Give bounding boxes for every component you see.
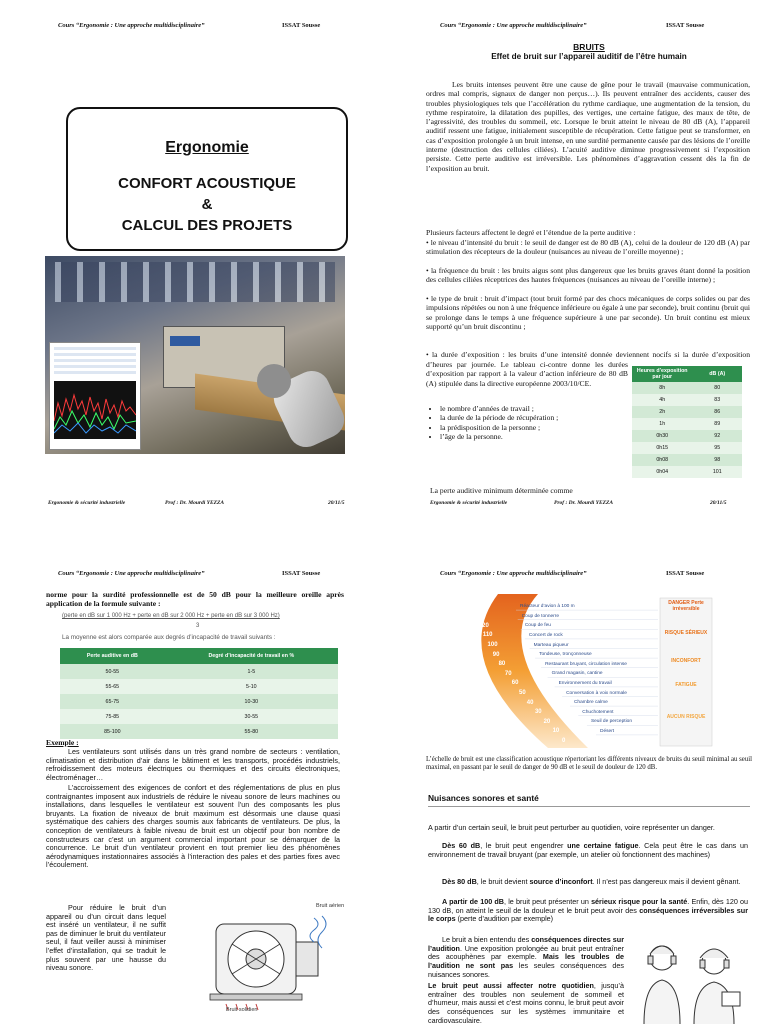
noise-scale-graphic bbox=[428, 590, 728, 750]
health-paragraph-2: Dès 60 dB, le bruit peut engendrer une certaine fatigue. Cela peut être le cas dans un environnement de travail bruyant (par exemple, un atelier où fonctionnent des machines) bbox=[428, 841, 748, 859]
scale-db-value: 20 bbox=[543, 718, 551, 725]
table-row: 65-75 10-30 bbox=[60, 694, 338, 709]
table-row: 85-100 55-80 bbox=[60, 724, 338, 739]
label-structure-noise: Bruit solidien bbox=[226, 1007, 258, 1013]
table-row: 2h 86 bbox=[632, 406, 742, 418]
formula-numerator: (perte en dB sur 1 000 Hz + perte en dB sur 2 000 Hz + perte en dB sur 3 000 Hz) bbox=[62, 613, 280, 619]
bullet-intensity: • le niveau d’intensité du bruit : le seuil de danger est de 80 dB (A), celui de la douleur de 120 dB (A) par stimulation des récepteurs de la douleur (nuisances au niveau de l’oreille moyenne) ; bbox=[426, 238, 750, 257]
bullet-frequency: • la fréquence du bruit : les bruits aigus sont plus dangereux que les bruits graves étant donné la position des cellules ciliées réceptrices des hautes fréquences (nuisances au niveau de l’oreille interne) ; bbox=[426, 266, 750, 285]
scale-db-value: 50 bbox=[519, 690, 526, 696]
noise-scale-figure bbox=[428, 590, 728, 750]
sub-bullet-item: • le nombre d’années de travail ; bbox=[440, 404, 650, 413]
section-heading: BRUITS bbox=[573, 42, 605, 52]
scale-source-label: Seuil de perception bbox=[590, 719, 633, 725]
table-row: 4h 83 bbox=[632, 394, 742, 406]
scale-db-value: 120 bbox=[478, 622, 489, 629]
scale-db-value: 130 bbox=[475, 613, 486, 620]
scale-source-label: Réacteur d’avion à 100 m bbox=[520, 604, 575, 610]
bullet-duration-line1 bbox=[426, 350, 750, 360]
scale-risk-zone: DANGER Perte irréversible bbox=[668, 600, 704, 612]
table-row: 75-85 30-55 bbox=[60, 709, 338, 724]
table-row: 8h 80 bbox=[632, 382, 742, 394]
page-header-course: Cours “Ergonomie : Une approche multidisciplinaire” bbox=[440, 22, 587, 29]
page-header-school: ISSAT Sousse bbox=[282, 570, 321, 577]
table-header: Perte auditive en dB bbox=[60, 648, 165, 664]
closing-line: La perte auditive minimum déterminée comme bbox=[430, 486, 573, 495]
scale-db-value: 60 bbox=[511, 680, 519, 687]
scale-source-label: Marteau piqueur bbox=[533, 642, 569, 648]
formula-divisor: 3 bbox=[196, 623, 200, 629]
fan-illustration bbox=[196, 904, 346, 1014]
scale-db-value: Db bbox=[472, 594, 480, 600]
scale-source-label: Chambre calme bbox=[573, 700, 608, 706]
doc-title: Ergonomie bbox=[165, 139, 249, 156]
page-2 bbox=[384, 0, 768, 512]
title-box bbox=[66, 107, 348, 251]
table-row: 55-65 5-10 bbox=[60, 679, 338, 694]
table-header: Heures d’exposition par jour bbox=[632, 366, 693, 382]
health-paragraph-6: Le bruit peut aussi affecter notre quotidien, jusqu’à entraîner des troubles non seulement de sommeil et d’humeur, mais aussi et c’est moins connu, le bruit peut avoir des conséquences sur les systèmes immunitaire et cardiovasculaire. bbox=[428, 981, 624, 1024]
scale-source-label: Coup de feu bbox=[524, 623, 551, 629]
table-row: 0h04 101 bbox=[632, 466, 742, 478]
incapacity-table bbox=[60, 648, 338, 739]
bullet-duration: • la durée d’exposition : les bruits d’une intensité donnée deviennent nocifs si la durée d’exposition bbox=[426, 350, 750, 359]
page-1 bbox=[0, 0, 384, 512]
table-row: 0h30 92 bbox=[632, 430, 742, 442]
scale-risk-zone: FATIGUE bbox=[675, 682, 697, 688]
scale-source-label: Conversation à voix normale bbox=[566, 690, 627, 696]
scale-db-value: 30 bbox=[534, 709, 542, 716]
scale-db-value: 140 bbox=[473, 603, 484, 610]
section-subheading: Effet de bruit sur l’appareil auditif de l’être humain bbox=[491, 52, 687, 61]
scale-db-value: 10 bbox=[552, 728, 560, 735]
table-row: 50-55 1-5 bbox=[60, 664, 338, 679]
scale-source-label: Restaurant bruyant, circulation intense bbox=[545, 661, 627, 667]
section-title: Nuisances sonores et santé bbox=[428, 793, 539, 803]
norm-intro: norme pour la surdité professionnelle est de 50 dB pour la meilleure oreille après application de la formule suivante : bbox=[46, 590, 344, 609]
doc-subtitle-amp: & bbox=[201, 196, 213, 213]
table-row: 0h15 95 bbox=[632, 442, 742, 454]
page-header-course: Cours “Ergonomie : Une approche multidisciplinaire” bbox=[58, 570, 205, 577]
table-header: dB (A) bbox=[693, 366, 743, 382]
scale-risk-zone: RISQUE SÉRIEUX bbox=[664, 630, 708, 636]
health-paragraph-1: A partir d’un certain seuil, le bruit peut perturber au quotidien, voire représenter un danger. bbox=[428, 823, 715, 832]
footer-year: 20/11/5 bbox=[710, 500, 727, 506]
health-paragraph-5: Le bruit a bien entendu des conséquences directes sur l’audition. Une exposition prolongée au bruit peut entraîner des acouphènes par exemple. Mais les troubles de l’audition ne sont pas les seules conséquences des nuisances sonores. bbox=[428, 935, 625, 979]
paragraph-2: Plusieurs facteurs affectent le degré et l’étendue de la perte auditive : bbox=[426, 228, 636, 237]
footer-left: Ergonomie & sécurité industrielle bbox=[430, 500, 508, 506]
page-header-course: Cours “Ergonomie : Une approche multidisciplinaire” bbox=[440, 570, 587, 577]
footer-left: Ergonomie & sécurité industrielle bbox=[48, 500, 126, 506]
exposure-table bbox=[632, 366, 742, 478]
table-row: 0h08 98 bbox=[632, 454, 742, 466]
section-divider bbox=[428, 806, 750, 807]
table-header: Degré d’incapacité de travail en % bbox=[165, 648, 338, 664]
example-paragraph-1: Les ventilateurs sont utilisés dans un très grand nombre de secteurs : ventilation, climatisation et distribution d’air dans le bâtiment et les transports, procédés industriels, refroidissement des moteurs électriques ou thermiques et des circuits électroniques, électroménager… bbox=[46, 747, 340, 782]
paragraph-1: Les bruits intenses peuvent être une cause de gêne pour le travail (mauvaise communication, ordres mal compris, signaux de danger non perçus…). Ils peuvent entraîner des accidents, causer des troubles physiologiques tels que l’accélération du rythme cardiaque, une augmentation de la tension, du rythme respiratoire, la dilatation des pupilles, des vertiges, une certaine fatigue, des maux de tête, de l’agressivité, des troubles du sommeil, etc. Lorsque le bruit atteint le niveau de 80 dB (A), l’appareil auditif ressent une fatigue, initialement susceptible de récupération. Cette fatigue peut se transformer, en cas d’exposition prolongée à un bruit intense, en une surdité permanente causée par des lésions de l’oreille interne (destruction des cellules ciliées). L’acuité auditive diminue progressivement si l’exposition persiste. Cette perte auditive est irréversible. Les phénomènes d’aggravation cessent dès la fin de l’exposition au bruit. bbox=[426, 80, 750, 173]
label-airborne-noise: Bruit aérien bbox=[316, 903, 345, 909]
table-row: 1h 89 bbox=[632, 418, 742, 430]
page-header-school: ISSAT Sousse bbox=[666, 570, 705, 577]
page-header-school: ISSAT Sousse bbox=[666, 22, 705, 29]
scale-db-value: 0 bbox=[562, 738, 566, 744]
health-paragraph-4: A partir de 100 dB, le bruit peut présenter un sérieux risque pour la santé. Enfin, dès 120 ou 130 dB, on atteint le seuil de la douleur et le bruit peut avoir des conséquences irréversibles sur le corps (perte d’audition par exemple) bbox=[428, 897, 748, 924]
footer-prof: Prof : Dr. Mourdi YEZZA bbox=[554, 500, 614, 506]
scale-risk-zone: AUCUN RISQUE bbox=[666, 714, 706, 720]
footer-year: 20/11/5 bbox=[328, 500, 345, 506]
scale-source-label: Tondeuse, tronçonneuse bbox=[539, 652, 592, 658]
scale-caption: L’échelle de bruit est une classification acoustique répertoriant les différents niveaux de bruits du seuil minimal au seuil maximal, en passant par le seuil de danger de 90 dB et le seuil de douleur de 120 dB. bbox=[426, 756, 752, 772]
page-header-course: Cours “Ergonomie : Une approche multidisciplinaire” bbox=[58, 22, 205, 29]
scale-source-label: Désert bbox=[600, 728, 615, 734]
scale-db-value: 70 bbox=[504, 670, 512, 677]
workers-illustration bbox=[630, 936, 750, 1024]
page-header-school: ISSAT Sousse bbox=[282, 22, 321, 29]
doc-subtitle-1: CONFORT ACOUSTIQUE bbox=[118, 175, 296, 192]
health-paragraph-3: Dès 80 dB, le bruit devient source d’inconfort. Il n’est pas dangereux mais il devient gênant. bbox=[442, 877, 741, 886]
sub-bullet-item: • l’âge de la personne. bbox=[440, 432, 650, 441]
scale-db-value: 90 bbox=[492, 651, 500, 658]
sub-bullet-item: • la durée de la période de récupération ; bbox=[440, 413, 650, 422]
bullet-duration-continued: d’heures par journée. Le tableau ci-contre donne les durées d’exposition par rapport à la valeur d’action inférieure de 80 dB (A) stipulée dans la directive européenne 2003/10/CE. bbox=[426, 360, 628, 388]
scale-source-label: Chuchotement bbox=[582, 709, 614, 715]
scale-source-label: Grand magasin, cantine bbox=[551, 671, 603, 677]
example-title: Exemple : bbox=[46, 738, 79, 747]
industrial-photo bbox=[45, 256, 345, 454]
bullet-type: • le type de bruit : bruit d’impact (tout bruit formé par des chocs mécaniques de corps solides ou par des impulsions répétées ou non à une fréquence inférieure ou égale à une par seconde), bruit continu (bruit qui se prolonge dans le temps à une fréquence supérieure à une par seconde). Un bruit continu est mieux supporté qu’un bruit discontinu ; bbox=[426, 294, 750, 331]
doc-subtitle-2: CALCUL DES PROJETS bbox=[121, 217, 293, 234]
scale-db-value: 110 bbox=[482, 632, 493, 639]
footer-prof: Prof : Dr. Mourdi YEZZA bbox=[165, 500, 225, 506]
example-paragraph-3: Pour réduire le bruit d’un appareil ou d’un circuit dans lequel est inséré un ventilateur, il ne suffit pas de diminuer le bruit du ventilateur seul, il faut veiller aussi à minimiser l’effet d’installation, qui se traduit le plus souvent par une hausse du niveau sonore. bbox=[46, 903, 166, 973]
scale-source-label: Coup de tonnerre bbox=[521, 613, 560, 619]
sub-bullet-item: • la prédisposition de la personne ; bbox=[440, 423, 650, 432]
example-paragraph-2: L’accroissement des exigences de confort et des réglementations de plus en plus contraignantes imposent aux industriels de réduire le niveau sonore de leurs machines ou installations, dans lesquelles le ventilateur est souvent l’un des composants les plus bruyants. La fixation de niveaux de bruit maximum est désormais une clause quasi systématique des cahiers des charges soumis aux fabricants de ventilateurs. De plus, la conception de ventilateurs à faible niveau de bruit est un objectif pour bon nombre de constructeurs car c’est un argument commercial important pour se démarquer de la concurrence. Le bruit d’un ventilateur provient en tout premier lieu des phénomènes aérodynamiques instationnaires associés à l’interaction des pales et des parties fixes avec l’écoulement. bbox=[46, 783, 340, 870]
compare-text: La moyenne est alors comparée aux degrés d’incapacité de travail suivants : bbox=[62, 634, 276, 641]
scale-source-label: Concert de rock bbox=[528, 632, 563, 638]
page-3 bbox=[0, 512, 384, 1024]
scale-risk-zone: INCONFORT bbox=[671, 658, 701, 664]
sub-bullet-list bbox=[422, 404, 650, 441]
scale-db-value: 40 bbox=[526, 699, 534, 706]
spectrum-graph bbox=[54, 381, 136, 439]
scale-db-value: 100 bbox=[487, 642, 498, 648]
scale-db-value: 80 bbox=[498, 661, 506, 668]
scale-source-label: Environnement du travail bbox=[558, 680, 612, 686]
page-4 bbox=[384, 512, 768, 1024]
